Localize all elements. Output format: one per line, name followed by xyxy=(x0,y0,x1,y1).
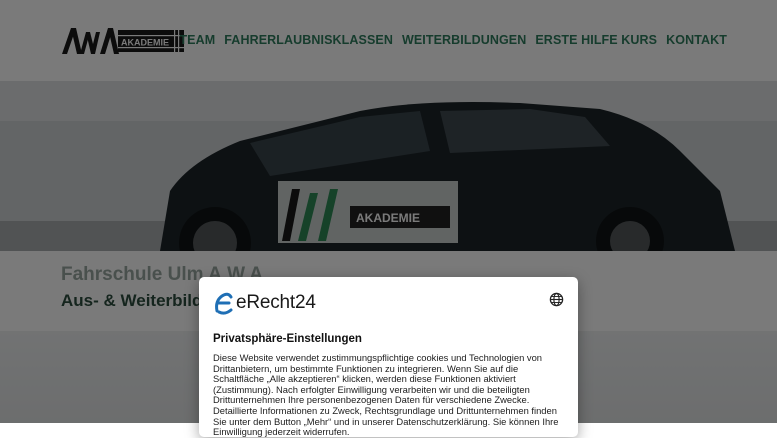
globe-icon[interactable] xyxy=(549,292,564,307)
consent-dialog xyxy=(199,277,578,437)
consent-brand-name: eRecht24 xyxy=(236,292,316,313)
erecht24-logo-icon xyxy=(213,291,235,315)
consent-brand xyxy=(213,291,316,315)
consent-title: Privatsphäre-Einstellungen xyxy=(213,333,362,345)
consent-body: Diese Website verwendet zustimmungspflichtige cookies und Technologien von Drittanbietern, um bestimmte Funktionen zu integrieren. Wenn Sie auf die Schaltfläche „Alle akzeptieren“ klicken, werden diese Funktionen aktiviert (Zustimmung). Nach erfolgter Einwilligung verarbeiten wir und die beteiligten Drittunternehmen Ihre personenbezogenen Daten für verschiedene Zwecke. Detaillierte Informationen zu Zweck, Rechtsgrundlage und Drittunternehmen finden Sie unter dem Button „Mehr“ und in unserer Datenschutzerklärung. Sie können Ihre Einwilligung jederzeit widerrufen. xyxy=(213,352,559,438)
